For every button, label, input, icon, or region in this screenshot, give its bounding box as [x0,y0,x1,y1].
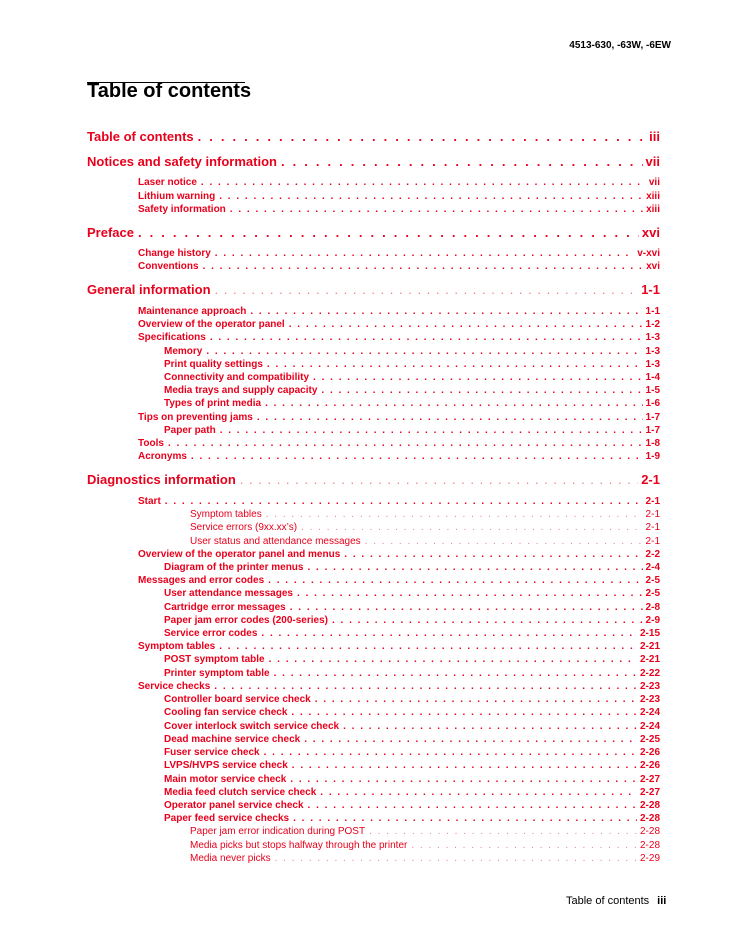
toc-entry-label: Symptom tables [138,641,216,652]
toc-entry-label: Messages and error codes [138,575,265,586]
toc-entry-page: 2-28 [639,813,660,824]
toc-entry-label: Paper jam error indication during POST [190,826,366,837]
toc-entry-label: Overview of the operator panel [138,319,285,330]
toc-entry-page: vii [645,154,660,169]
toc-entry-page: 2-22 [639,668,660,679]
toc-entry[interactable] [138,247,660,260]
toc-entry-label: Media picks but stops halfway through the printer [190,840,408,851]
toc-entry-page: 2-1 [645,536,660,547]
toc-entry-label: Types of print media [164,398,262,409]
toc-leader-dots [214,680,637,693]
toc-entry-page: 2-28 [639,800,660,811]
toc-leader-dots [165,495,643,508]
toc-entry[interactable] [138,305,660,318]
toc-leader-dots [344,548,642,561]
toc-leader-dots [210,331,643,344]
toc-entry[interactable] [190,839,660,852]
toc-entry-page: 1-6 [645,398,660,409]
toc-leader-dots [289,318,643,331]
toc-entry[interactable] [164,384,660,397]
toc-entry-page: 2-21 [639,654,660,665]
toc-entry-page: 1-7 [645,425,660,436]
toc-entry-page: xiii [646,191,660,202]
toc-entry-page: 2-1 [645,509,660,520]
toc-entry-label: Notices and safety information [87,154,277,169]
toc-entry-page: 1-8 [645,438,660,449]
toc-entry-page: 2-1 [641,472,660,487]
toc-entry[interactable] [164,627,660,640]
toc-leader-dots [240,471,638,489]
toc-leader-dots [215,247,634,260]
toc-entry-label: Specifications [138,332,206,343]
toc-entry[interactable] [138,437,660,450]
toc-entry-page: 1-4 [645,372,660,383]
toc-entry[interactable] [164,667,660,680]
toc-entry-label: Lithium warning [138,191,216,202]
toc-entry-page: 2-27 [639,774,660,785]
toc-entry[interactable] [190,508,660,521]
toc-entry-page: 2-15 [639,628,660,639]
toc-entry[interactable] [164,587,660,600]
toc-entry[interactable] [164,746,660,759]
toc-entry-page: 1-7 [645,412,660,423]
toc-entry-label: Start [138,496,161,507]
toc-entry[interactable] [164,799,660,812]
toc-entry[interactable] [164,561,660,574]
toc-leader-dots [274,667,637,680]
toc-entry-label: Change history [138,248,211,259]
toc-entry-label: Printer symptom table [164,668,270,679]
toc-entry[interactable] [138,548,660,561]
toc-entry[interactable] [164,358,660,371]
toc-entry[interactable] [164,614,660,627]
toc-entry[interactable] [138,260,660,273]
toc-entry-label: Maintenance approach [138,306,247,317]
toc-leader-dots [203,260,644,273]
toc-entry-page: v-xvi [637,248,660,259]
toc-entry[interactable] [164,786,660,799]
toc-leader-dots [292,759,637,772]
toc-leader-dots [201,176,646,189]
toc-entry[interactable] [164,345,660,358]
toc-entry-page: 2-5 [645,575,660,586]
toc-leader-dots [411,839,637,852]
toc-entry[interactable] [138,680,660,693]
toc-leader-dots [369,825,637,838]
toc-entry-label: Main motor service check [164,774,287,785]
toc-entry-label: Diagram of the printer menus [164,562,304,573]
toc-entry-page: 2-28 [639,826,660,837]
toc-entry-page: 2-27 [639,787,660,798]
toc-entry-page: 1-3 [645,346,660,357]
toc-entry-label: Paper feed service checks [164,813,290,824]
toc-entry-label: Dead machine service check [164,734,301,745]
toc-entry[interactable] [164,653,660,666]
toc-entry[interactable] [138,203,660,216]
toc-leader-dots [297,587,643,600]
toc-entry-page: 2-8 [645,602,660,613]
toc-entry-page: 1-5 [645,385,660,396]
toc-entry[interactable] [164,812,660,825]
toc-entry-label: User attendance messages [164,588,293,599]
toc-entry-page: 2-26 [639,747,660,758]
toc-entry-page: 2-5 [645,588,660,599]
page-title: Table of contents [87,80,252,102]
toc-entry-label: Media never picks [190,853,271,864]
toc-entry-label: Service error codes [164,628,258,639]
toc-entry[interactable] [138,190,660,203]
toc-entry-label: Safety information [138,204,226,215]
toc-entry[interactable] [164,759,660,772]
toc-entry-label: POST symptom table [164,654,265,665]
toc-leader-dots [291,706,637,719]
toc-entry-label: Media trays and supply capacity [164,385,318,396]
toc-leader-dots [293,812,637,825]
toc-entry-label: LVPS/HVPS service check [164,760,288,771]
toc-entry-page: 2-9 [645,615,660,626]
toc-leader-dots [267,358,643,371]
toc-entry-page: 2-28 [639,840,660,851]
toc-entry[interactable] [164,693,660,706]
toc-leader-dots [191,450,643,463]
footer-label: Table of contents [566,895,650,907]
toc-entry[interactable] [164,706,660,719]
toc-entry-label: Cooling fan service check [164,707,288,718]
toc-leader-dots [307,561,642,574]
toc-leader-dots [269,653,637,666]
toc-entry-label: Cartridge error messages [164,602,286,613]
toc-entry[interactable] [190,825,660,838]
toc-entry-page: 2-2 [645,549,660,560]
toc-leader-dots [304,733,637,746]
toc-entry-label: Table of contents [87,129,194,144]
toc-entry-label: Fuser service check [164,747,260,758]
toc-entry[interactable] [164,397,660,410]
toc-entry-label: Acronyms [138,451,187,462]
toc-entry-page: 2-23 [639,681,660,692]
toc-leader-dots [290,601,643,614]
toc-entry-label: Conventions [138,261,199,272]
toc-leader-dots [365,535,643,548]
toc-entry-page: 2-23 [639,694,660,705]
toc-entry-page: xvi [646,261,660,272]
toc-entry[interactable] [138,331,660,344]
toc-entry-label: Media feed clutch service check [164,787,317,798]
toc-entry-page: 2-24 [639,721,660,732]
toc-leader-dots [308,799,637,812]
toc-leader-dots [343,720,637,733]
toc-entry-page: 1-1 [641,282,660,297]
toc-entry[interactable] [164,733,660,746]
toc-entry[interactable] [164,601,660,614]
document-model-number: 4513-630, -63W, -6EW [569,40,671,51]
toc-entry-label: Symptom tables [190,509,262,520]
toc-leader-dots [315,693,637,706]
page-footer [566,895,666,907]
toc-leader-dots [290,773,637,786]
toc-entry[interactable] [87,471,660,489]
toc-leader-dots [320,786,637,799]
toc-entry-page: 2-21 [639,641,660,652]
toc-leader-dots [281,153,643,171]
toc-entry-label: Service checks [138,681,211,692]
toc-entry-label: Service errors (9xx.xx’s) [190,522,298,533]
toc-leader-dots [261,627,637,640]
toc-leader-dots [219,640,637,653]
toc-entry[interactable] [87,128,660,146]
toc-entry-page: 1-9 [645,451,660,462]
toc-entry-page: vii [648,177,660,188]
toc-leader-dots [275,852,637,865]
toc-entry-label: Diagnostics information [87,472,236,487]
toc-entry[interactable] [164,720,660,733]
toc-entry[interactable] [138,495,660,508]
toc-entry-page: 2-1 [645,496,660,507]
toc-leader-dots [230,203,643,216]
toc-entry-label: Memory [164,346,203,357]
toc-leader-dots [219,190,643,203]
toc-entry-label: Operator panel service check [164,800,304,811]
toc-entry-label: Tools [138,438,164,449]
toc-entry[interactable] [87,281,660,299]
toc-entry-page: 2-29 [639,853,660,864]
toc-entry-label: Overview of the operator panel and menus [138,549,341,560]
toc-entry-page: xvi [641,225,660,240]
toc-entry[interactable] [190,521,660,534]
toc-entry-page: 1-3 [645,359,660,370]
toc-entry-page: 2-1 [645,522,660,533]
toc-leader-dots [220,424,643,437]
toc-entry[interactable] [190,535,660,548]
toc-leader-dots [265,397,642,410]
toc-entry[interactable] [138,411,660,424]
toc-entry-label: Paper path [164,425,216,436]
toc-entry-page: 1-2 [645,319,660,330]
toc-entry-page: 2-26 [639,760,660,771]
toc-entry[interactable] [138,574,660,587]
toc-leader-dots [250,305,642,318]
toc-entry-page: xiii [646,204,660,215]
toc-leader-dots [264,746,637,759]
toc-leader-dots [257,411,643,424]
toc-entry[interactable] [164,424,660,437]
toc-leader-dots [215,281,639,299]
footer-page-number: iii [657,895,667,907]
toc-entry-label: Controller board service check [164,694,311,705]
toc-entry-label: Paper jam error codes (200-series) [164,615,328,626]
toc-entry-label: User status and attendance messages [190,536,361,547]
toc-leader-dots [198,128,647,146]
toc-leader-dots [313,371,643,384]
toc-entry-label: General information [87,282,211,297]
toc-entry[interactable] [190,852,660,865]
toc-entry-label: Laser notice [138,177,197,188]
toc-entry[interactable] [87,224,660,242]
toc-entry-page: 1-3 [645,332,660,343]
toc-entry-page: 2-25 [639,734,660,745]
toc-entry-label: Print quality settings [164,359,263,370]
toc-leader-dots [321,384,642,397]
toc-leader-dots [332,614,643,627]
toc-entry[interactable] [138,640,660,653]
toc-entry-label: Cover interlock switch service check [164,721,340,732]
toc-leader-dots [138,224,639,242]
toc-entry[interactable] [87,153,660,171]
toc-entry[interactable] [138,318,660,331]
toc-entry[interactable] [164,371,660,384]
toc-entry-label: Tips on preventing jams [138,412,253,423]
toc-entry-page: 2-4 [645,562,660,573]
toc-entry-label: Connectivity and compatibility [164,372,310,383]
toc-entry[interactable] [164,773,660,786]
toc-entry-label: Preface [87,225,134,240]
toc-entry-page: iii [649,129,660,144]
toc-entry[interactable] [138,450,660,463]
toc-leader-dots [206,345,642,358]
toc-entry-page: 1-1 [645,306,660,317]
toc-leader-dots [301,521,642,534]
toc-leader-dots [268,574,642,587]
toc-leader-dots [168,437,643,450]
toc-entry[interactable] [138,176,660,189]
toc-entry-page: 2-24 [639,707,660,718]
toc-leader-dots [266,508,643,521]
